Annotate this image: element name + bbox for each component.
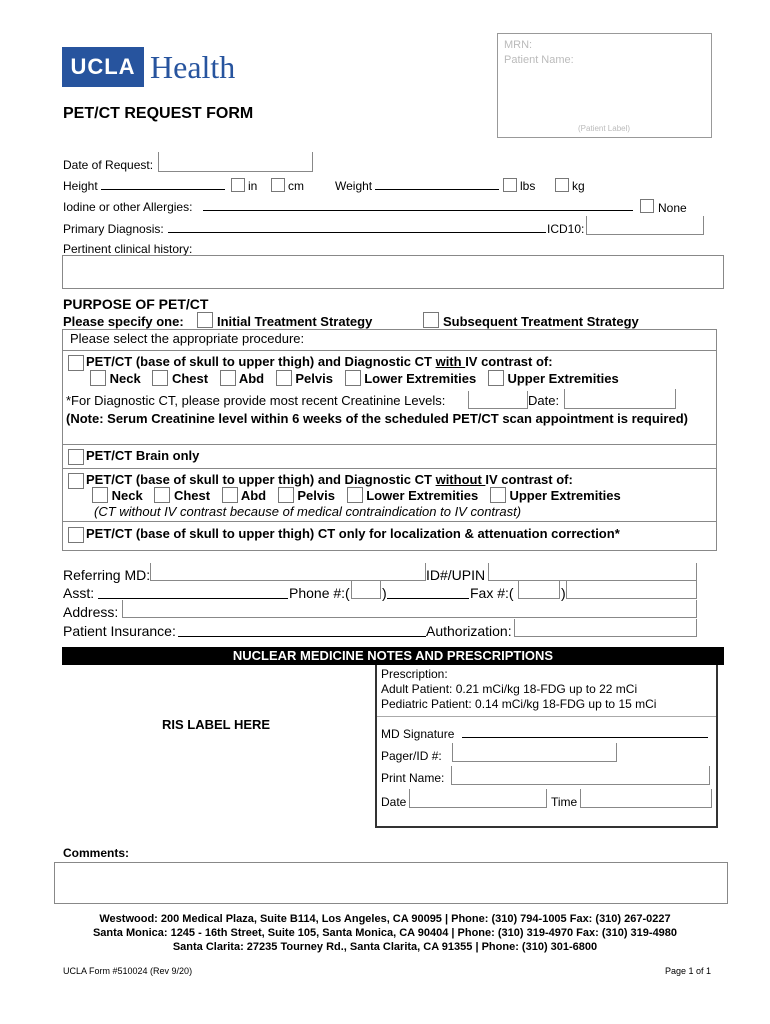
date-field[interactable] <box>409 789 547 808</box>
nuclear-heading: NUCLEAR MEDICINE NOTES AND PRESCRIPTIONS <box>232 648 554 663</box>
allergies-field[interactable] <box>203 198 633 211</box>
primary-diagnosis-label: Primary Diagnosis: <box>63 222 164 236</box>
with-neck-label: Neck <box>109 371 141 386</box>
phone-close-paren: ) <box>382 585 387 601</box>
select-procedure-label: Please select the appropriate procedure: <box>70 331 305 346</box>
creatinine-note: (Note: Serum Creatinine level within 6 weeks of the scheduled PET/CT scan appointment is required) <box>66 411 688 426</box>
authorization-label: Authorization: <box>426 623 512 639</box>
without-abd-checkbox[interactable] <box>222 487 238 503</box>
divider <box>62 350 717 351</box>
logo-health-text: Health <box>150 49 236 85</box>
without-lower-ext-checkbox[interactable] <box>347 487 363 503</box>
mrn-label: MRN: <box>504 39 533 51</box>
referring-md-label: Referring MD: <box>63 567 151 583</box>
lbs-checkbox[interactable] <box>503 178 517 192</box>
date-of-request-field[interactable] <box>158 152 313 172</box>
cm-checkbox[interactable] <box>271 178 285 192</box>
brain-only-label: PET/CT Brain only <box>86 448 200 463</box>
kg-checkbox[interactable] <box>555 178 569 192</box>
asst-label: Asst: <box>63 585 95 601</box>
in-label: in <box>248 179 258 193</box>
cm-label: cm <box>288 179 304 193</box>
with-neck-checkbox[interactable] <box>90 370 106 386</box>
with-pelvis-checkbox[interactable] <box>276 370 292 386</box>
ct-only-checkbox[interactable] <box>68 527 84 543</box>
brain-only-checkbox[interactable] <box>68 449 84 465</box>
address-santa-monica: Santa Monica: 1245 - 16th Street, Suite 105, Santa Monica, CA 90404 | Phone: (310) 319-4970 Fax: (310) 319-4980 <box>92 927 678 939</box>
insurance-label: Patient Insurance: <box>63 623 176 639</box>
ucla-health-logo <box>62 47 252 87</box>
with-chest-label: Chest <box>171 371 209 386</box>
print-name-label: Print Name: <box>381 771 445 785</box>
md-signature-label: MD Signature <box>381 727 455 741</box>
asst-field[interactable] <box>98 586 288 599</box>
ris-label: RIS LABEL HERE <box>162 717 271 732</box>
with-contrast-text-a: PET/CT (base of skull to upper thigh) and Diagnostic CT <box>86 354 436 369</box>
creatinine-date-field[interactable] <box>564 389 676 409</box>
referring-md-field[interactable] <box>150 563 426 581</box>
primary-diagnosis-field[interactable] <box>168 220 546 233</box>
divider <box>62 521 717 522</box>
patient-name-label: Patient Name: <box>504 54 574 66</box>
without-pelvis-checkbox[interactable] <box>278 487 294 503</box>
authorization-field[interactable] <box>514 619 697 637</box>
without-contrast-checkbox[interactable] <box>68 473 84 489</box>
address-field[interactable] <box>122 600 697 618</box>
comments-label: Comments: <box>63 846 130 860</box>
with-abd-checkbox[interactable] <box>220 370 236 386</box>
id-upin-label: ID#/UPIN <box>426 567 486 583</box>
comments-field[interactable] <box>54 862 728 904</box>
weight-label: Weight <box>335 179 373 193</box>
creatinine-field[interactable] <box>468 391 528 409</box>
prescription-label: Prescription: <box>381 667 448 681</box>
without-contrast-label <box>86 472 573 487</box>
date-label: Date <box>381 795 407 809</box>
creatinine-date-label: Date: <box>528 393 560 408</box>
fax-field[interactable] <box>566 581 697 599</box>
pager-field[interactable] <box>452 743 617 762</box>
icd10-field[interactable] <box>586 216 704 235</box>
with-contrast-checkbox[interactable] <box>68 355 84 371</box>
clinical-history-field[interactable] <box>62 255 724 289</box>
with-regions <box>90 370 619 386</box>
phone-area-field[interactable] <box>351 581 381 599</box>
without-contrast-text-b: IV contrast of: <box>485 472 573 487</box>
without-upper-ext-checkbox[interactable] <box>490 487 506 503</box>
initial-strategy-checkbox[interactable] <box>197 312 213 328</box>
kg-label: kg <box>572 179 585 193</box>
time-label: Time <box>551 795 578 809</box>
without-neck-label: Neck <box>111 488 143 503</box>
subsequent-strategy-label: Subsequent Treatment Strategy <box>443 314 639 329</box>
allergies-label: Iodine or other Allergies: <box>63 200 193 214</box>
divider <box>377 716 716 717</box>
without-contrast-note: (CT without IV contrast because of medical contraindication to IV contrast) <box>94 504 522 519</box>
id-upin-field[interactable] <box>488 563 697 581</box>
logo-ucla-block: UCLA <box>62 47 144 87</box>
with-underlined: with <box>435 354 466 369</box>
with-lower-ext-checkbox[interactable] <box>345 370 361 386</box>
with-upper-ext-label: Upper Extremities <box>507 371 619 386</box>
without-neck-checkbox[interactable] <box>92 487 108 503</box>
patient-label-caption: (Patient Label) <box>578 124 631 133</box>
icd10-label: ICD10: <box>547 222 585 236</box>
without-lower-ext-label: Lower Extremities <box>366 488 479 503</box>
with-abd-label: Abd <box>238 371 265 386</box>
specify-label: Please specify one: <box>63 314 184 329</box>
with-contrast-text-b: IV contrast of: <box>465 354 553 369</box>
ct-only-label: PET/CT (base of skull to upper thigh) CT only for localization & attenuation correction* <box>86 526 620 541</box>
in-checkbox[interactable] <box>231 178 245 192</box>
phone-label: Phone #:( <box>289 585 350 601</box>
without-regions <box>92 487 621 503</box>
print-name-field[interactable] <box>451 766 710 785</box>
address-label: Address: <box>63 604 119 620</box>
without-abd-label: Abd <box>240 488 267 503</box>
purpose-heading: PURPOSE OF PET/CT <box>63 296 209 312</box>
without-upper-ext-label: Upper Extremities <box>509 488 621 503</box>
patient-label-box[interactable] <box>497 33 712 138</box>
phone-field[interactable] <box>387 586 469 599</box>
md-signature-field[interactable] <box>462 725 708 738</box>
none-label: None <box>658 201 687 215</box>
without-contrast-text-a: PET/CT (base of skull to upper thigh) and Diagnostic CT <box>86 472 436 487</box>
with-contrast-label <box>86 354 553 369</box>
without-chest-checkbox[interactable] <box>154 487 170 503</box>
address-westwood: Westwood: 200 Medical Plaza, Suite B114, Los Angeles, CA 90095 | Phone: (310) 794-1005 Fax: (310) 267-0227 <box>99 913 671 925</box>
with-chest-checkbox[interactable] <box>152 370 168 386</box>
form-title: PET/CT REQUEST FORM <box>63 105 254 122</box>
address-santa-clarita: Santa Clarita: 27235 Tourney Rd., Santa Clarita, CA 91355 | Phone: (310) 301-6800 <box>172 941 598 953</box>
fax-close-paren: ) <box>561 585 566 601</box>
insurance-field[interactable] <box>178 624 426 637</box>
page-number: Page 1 of 1 <box>665 966 712 976</box>
pager-label: Pager/ID #: <box>381 749 442 763</box>
time-field[interactable] <box>580 789 712 808</box>
height-label: Height <box>63 179 98 193</box>
divider <box>62 468 717 469</box>
lbs-label: lbs <box>520 179 536 193</box>
without-pelvis-label: Pelvis <box>297 488 335 503</box>
form-number: UCLA Form #510024 (Rev 9/20) <box>63 966 193 976</box>
pediatric-dose: Pediatric Patient: 0.14 mCi/kg 18-FDG up to 15 mCi <box>381 697 657 711</box>
subsequent-strategy-checkbox[interactable] <box>423 312 439 328</box>
with-pelvis-label: Pelvis <box>295 371 333 386</box>
none-checkbox[interactable] <box>640 199 654 213</box>
with-upper-ext-checkbox[interactable] <box>488 370 504 386</box>
without-underlined: without <box>435 472 486 487</box>
height-field[interactable] <box>101 177 225 190</box>
with-lower-ext-label: Lower Extremities <box>364 371 477 386</box>
without-chest-label: Chest <box>173 488 211 503</box>
initial-strategy-label: Initial Treatment Strategy <box>217 314 373 329</box>
date-of-request-label: Date of Request: <box>63 158 154 172</box>
weight-field[interactable] <box>375 177 499 190</box>
divider <box>62 444 717 445</box>
fax-label: Fax #:( <box>470 585 514 601</box>
fax-area-field[interactable] <box>518 581 560 599</box>
creatinine-label: *For Diagnostic CT, please provide most recent Creatinine Levels: <box>66 393 446 408</box>
adult-dose: Adult Patient: 0.21 mCi/kg 18-FDG up to 22 mCi <box>381 682 638 696</box>
clinical-history-label: Pertinent clinical history: <box>63 242 193 256</box>
